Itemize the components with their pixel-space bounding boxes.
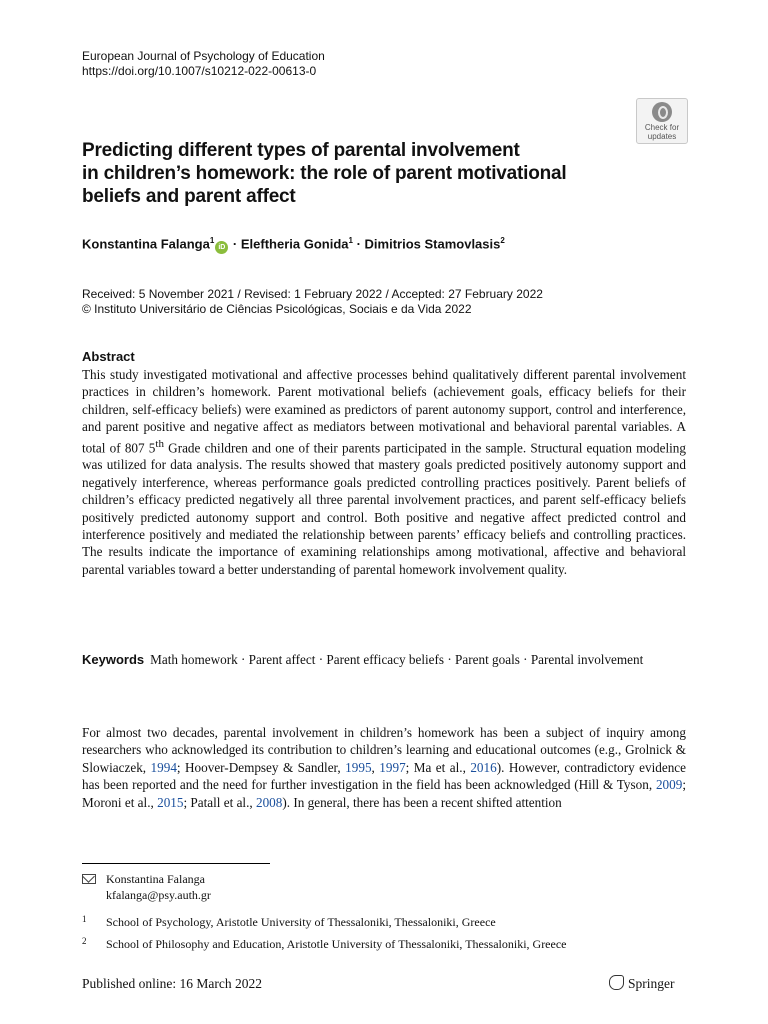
keywords-list: Math homework · Parent affect · Parent efficacy beliefs · Parent goals · Parental involvement	[150, 652, 644, 667]
body-text: ; Patall et al.,	[183, 794, 256, 810]
affiliation-text: School of Philosophy and Education, Aristotle University of Thessaloniki, Thessaloniki, Greece	[106, 937, 567, 951]
abstract-part-2: Grade children and one of their parents participated in the sample. Structural equation modeling was utilized for data analysis. The results showed that mastery goals predicted positively autonomy support and negatively interference, whereas performance goals predicted controlling practices positively. Parent beliefs of children’s efficacy predicted negatively all three parental involvement practices, and parent self-efficacy beliefs positively predicted autonomy support and control. Both positive and negative affect predicted control and interference positively and mediated the relationship between parents’ efficacy beliefs and controlling practices. The results indicate the importance of examining relationships among motivational, affective and behavioral parental variables toward a better understanding of parental homework involvement quality.	[82, 440, 686, 577]
corresponding-email[interactable]: kfalanga@psy.auth.gr	[106, 888, 211, 902]
doi-link[interactable]: https://doi.org/10.1007/s10212-022-00613-0	[82, 64, 317, 78]
affiliation-marker: 1	[348, 236, 353, 245]
affiliation-marker: 2	[500, 236, 505, 245]
article-title	[82, 139, 612, 208]
affiliation-text: School of Psychology, Aristotle University of Thessaloniki, Thessaloniki, Greece	[106, 915, 496, 929]
citation-link[interactable]: 1995	[345, 759, 372, 775]
envelope-icon	[82, 874, 96, 884]
badge-line-2: updates	[647, 132, 677, 141]
orcid-icon[interactable]: iD	[215, 241, 228, 254]
publisher-logo	[609, 975, 675, 992]
citation-link[interactable]: 1994	[150, 759, 177, 775]
journal-name: European Journal of Psychology of Education	[82, 49, 325, 63]
publisher-name: Springer	[628, 976, 675, 991]
title-line: beliefs and parent affect	[82, 186, 296, 207]
body-text: ). However, contradictory evidence has been reported and the need for further investigation in the field has been acknowledged (Hill & Tyson,	[82, 759, 686, 793]
badge-line-1: Check for	[644, 123, 680, 132]
author-separator: ·	[352, 236, 365, 252]
body-text: ; Ma et al.,	[405, 759, 471, 775]
author-name[interactable]: Eleftheria Gonida	[240, 236, 349, 252]
body-text: ). In general, there has been a recent shifted attention	[282, 794, 562, 810]
journal-header	[82, 49, 325, 79]
abstract-heading: Abstract	[82, 349, 135, 364]
keywords-block	[82, 651, 686, 668]
affiliation-marker: 1	[209, 236, 215, 245]
abstract-text	[82, 366, 686, 578]
check-for-updates-badge[interactable]	[636, 98, 688, 144]
copyright-line: © Instituto Universitário de Ciências Psicológicas, Sociais e da Vida 2022	[82, 302, 472, 316]
affiliation-number: 2	[82, 936, 87, 946]
author-name[interactable]: Dimitrios Stamovlasis	[364, 236, 501, 252]
body-text: ; Moroni et al.,	[82, 777, 686, 810]
published-date: Published online: 16 March 2022	[82, 976, 262, 991]
footnote-divider	[82, 863, 270, 864]
body-text: ,	[371, 759, 380, 775]
body-text: For almost two decades, parental involvement in children’s homework has been a subject of inquiry among researchers who acknowledged its contribution to children’s learning and educational outcomes (e.g., Grolnick & Slowiaczek,	[82, 725, 686, 775]
author-name[interactable]: Konstantina Falanga	[82, 236, 210, 252]
citation-link[interactable]: 2009	[655, 777, 683, 793]
article-history	[82, 287, 543, 317]
keywords-label: Keywords	[82, 652, 145, 667]
abstract-part-1: This study investigated motivational and affective processes behind qualitatively different parental involvement practices in children’s homework. Parent motivational beliefs (achievement goals, efficacy beliefs for their children, self-efficacy beliefs) were examined as predictors of parent autonomy support, control and interference, and parent positive and negative affect as mediators between motivational and behavioral parental variables. A total of 807 5	[82, 367, 686, 456]
citation-link[interactable]: 2015	[157, 794, 184, 810]
title-line: Predicting different types of parental involvement	[82, 140, 520, 161]
corresponding-name: Konstantina Falanga	[106, 872, 205, 886]
author-list	[82, 232, 505, 254]
introduction-paragraph	[82, 724, 686, 811]
springer-horse-icon	[609, 975, 624, 990]
affiliation-number: 1	[82, 914, 87, 924]
citation-link[interactable]: 1997	[379, 759, 406, 775]
body-text: ; Hoover-Dempsey & Sandler,	[176, 759, 346, 775]
author-separator: ·	[229, 236, 241, 252]
citation-link[interactable]: 2016	[470, 759, 497, 775]
ordinal-suffix: th	[155, 437, 164, 450]
check-for-updates-icon	[652, 102, 672, 122]
citation-link[interactable]: 2008	[255, 794, 283, 810]
title-line: in children’s homework: the role of parent motivational	[82, 163, 567, 184]
received-dates: Received: 5 November 2021 / Revised: 1 February 2022 / Accepted: 27 February 2022	[82, 287, 543, 301]
